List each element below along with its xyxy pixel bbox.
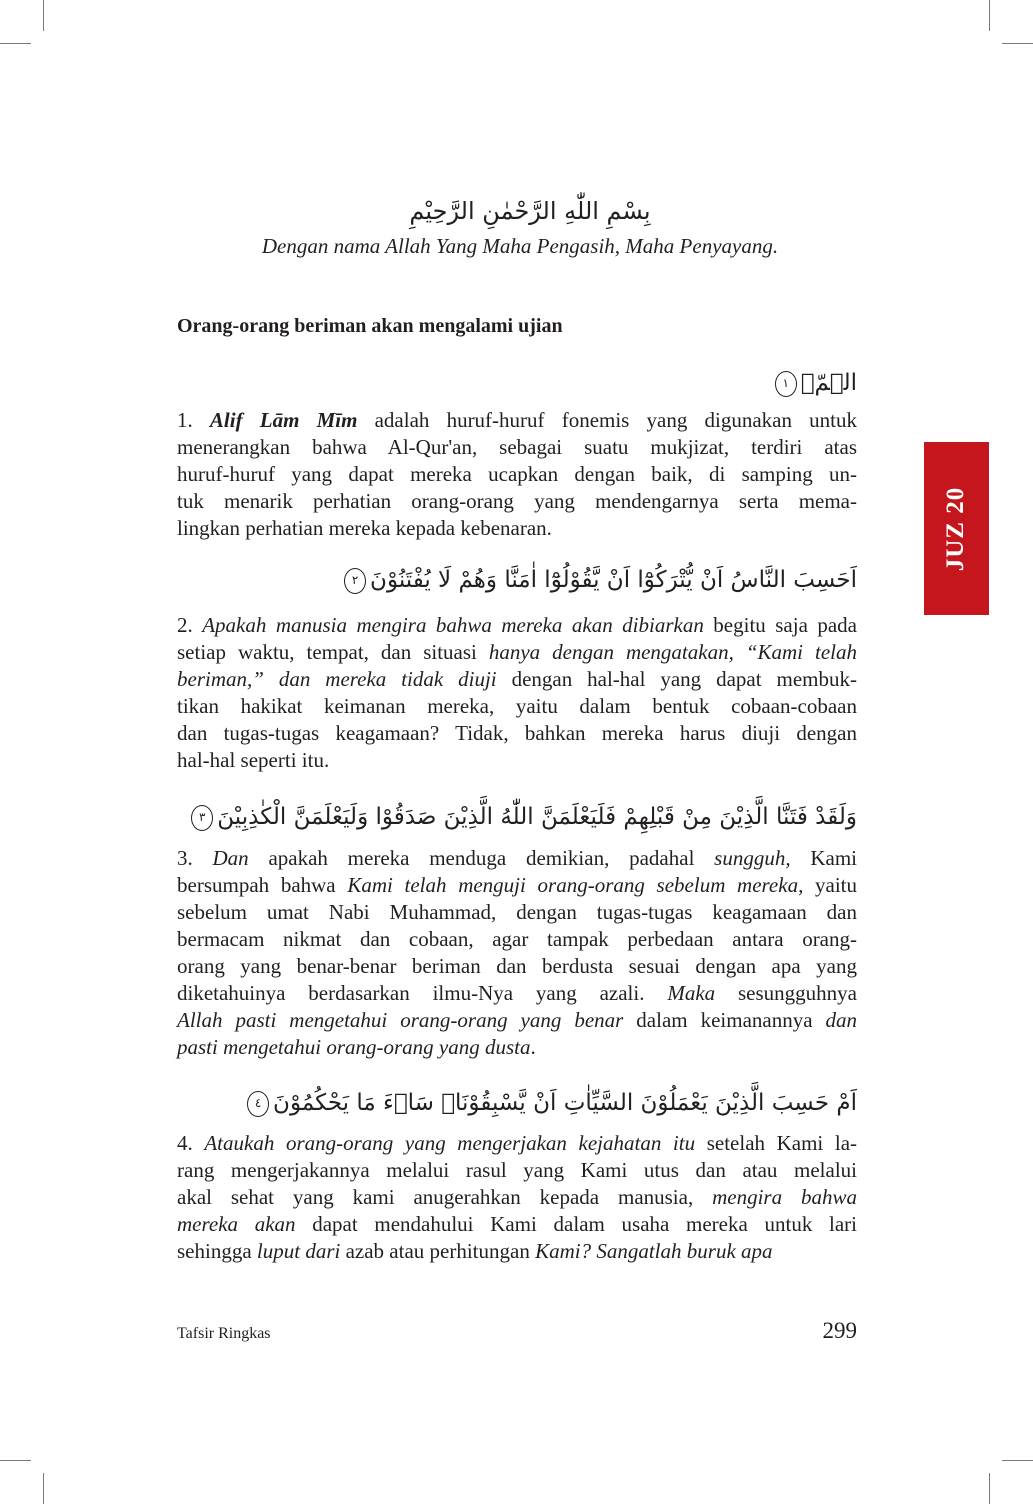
text-line: huruf-huruf yang dapat mereka ucapkan dengan baik, di samping un- [177, 462, 857, 486]
verse-commentary [177, 1130, 857, 1265]
text-line: menerangkan bahwa Al-Qur'an, sebagai suatu mukjizat, terdiri atas [177, 435, 857, 459]
text-line: rang mengerjakannya melalui rasul yang Kami utus dan atau melalui [177, 1158, 857, 1182]
crop-mark [1002, 43, 1033, 44]
text-line: sehingga luput dari azab atau perhitungan Kami? Sangatlah buruk apa [177, 1239, 773, 1263]
crop-mark [0, 43, 31, 44]
verse-arabic [243, 1083, 857, 1123]
text-line: 3. Dan apakah mereka menduga demikian, padahal sungguh, Kami [177, 846, 858, 870]
text-line: setiap waktu, tempat, dan situasi hanya dengan mengatakan, “Kami telah [177, 640, 857, 664]
verse-arabic [187, 797, 857, 837]
crop-mark [43, 1473, 44, 1504]
arabic-text: اَحَسِبَ النَّاسُ اَنْ يُّتْرَكُوْٓا اَنْ يَّقُوْلُوْٓا اٰمَنَّا وَهُمْ لَا يُفْتَنُوْنَ [370, 567, 857, 593]
text-line: 2. Apakah manusia mengira bahwa mereka akan dibiarkan begitu saja pada [177, 613, 858, 637]
arabic-text: اَمْ حَسِبَ الَّذِيْنَ يَعْمَلُوْنَ السَّيِّاٰتِ اَنْ يَّسْبِقُوْنَاۗ سَاۤءَ مَا يَحْكُمُوْنَ [273, 1090, 857, 1116]
crop-mark [43, 0, 44, 31]
ayah-number-icon: ٢ [344, 568, 366, 594]
ayah-number-icon: ٣ [191, 805, 213, 831]
text-line: dan tugas-tugas keagamaan? Tidak, bahkan mereka harus diuji dengan [177, 721, 857, 745]
verse-arabic [340, 560, 857, 600]
text-line: beriman,” dan mereka tidak diuji dengan hal-hal yang dapat membuk- [177, 667, 857, 691]
text-line: pasti mengetahui orang-orang yang dusta. [177, 1035, 536, 1059]
page-number: 299 [822, 1318, 857, 1343]
text-line: orang yang benar-benar beriman dan berdusta sesuai dengan apa yang [177, 954, 857, 978]
verse-commentary [177, 407, 857, 542]
text-line: hal-hal seperti itu. [177, 748, 330, 772]
text-line: akal sehat yang kami anugerahkan kepada manusia, mengira bahwa [177, 1185, 857, 1209]
crop-mark [1002, 1460, 1033, 1461]
text-line: mereka akan dapat mendahului Kami dalam usaha mereka untuk lari [177, 1212, 857, 1236]
text-line: tikan hakikat keimanan mereka, yaitu dalam bentuk cobaan-cobaan [177, 694, 857, 718]
text-line: lingkan perhatian mereka kepada kebenaran. [177, 516, 552, 540]
crop-mark [989, 1473, 990, 1504]
arabic-text: وَلَقَدْ فَتَنَّا الَّذِيْنَ مِنْ قَبْلِهِمْ فَلَيَعْلَمَنَّ اللّٰهُ الَّذِيْنَ صَدَقُوْا وَلَيَعْلَمَنَّ الْكٰذِبِيْنَ [217, 804, 857, 830]
verse-commentary [177, 845, 857, 1061]
juz-label: JUZ 20 [942, 486, 970, 571]
ayah-number-icon: ١ [775, 371, 797, 397]
footer-book-title: Tafsir Ringkas [177, 1325, 271, 1342]
verse-commentary [177, 612, 857, 774]
bismillah-arabic: بِسْمِ اللّٰهِ الرَّحْمٰنِ الرَّحِيْمِ [409, 197, 651, 225]
text-line: bersumpah bahwa Kami telah menguji orang-orang sebelum mereka, yaitu [177, 873, 858, 897]
text-line: 4. Ataukah orang-orang yang mengerjakan kejahatan itu setelah Kami la- [177, 1131, 858, 1155]
arabic-text: الۤمّۤ [800, 370, 857, 396]
section-heading: Orang-orang beriman akan mengalami ujian [177, 315, 563, 337]
text-line: sebelum umat Nabi Muhammad, dengan tugas-tugas keagamaan dan [177, 900, 857, 924]
text-line: 1. Alif Lām Mīm adalah huruf-huruf fonemis yang digunakan untuk [177, 408, 857, 432]
crop-mark [989, 0, 990, 31]
text-line: diketahuinya berdasarkan ilmu-Nya yang azali. Maka sesungguhnya [177, 981, 857, 1005]
bismillah-translation: Dengan nama Allah Yang Maha Pengasih, Maha Penyayang. [261, 234, 779, 258]
verse-arabic [771, 363, 857, 403]
text-line: bermacam nikmat dan cobaan, agar tampak perbedaan antara orang- [177, 927, 857, 951]
juz-tab [924, 442, 989, 615]
ayah-number-icon: ٤ [247, 1091, 269, 1117]
crop-mark [0, 1460, 31, 1461]
text-line: Allah pasti mengetahui orang-orang yang benar dalam keimanannya dan [177, 1008, 858, 1032]
text-line: tuk menarik perhatian orang-orang yang mendengarnya serta mema- [177, 489, 857, 513]
